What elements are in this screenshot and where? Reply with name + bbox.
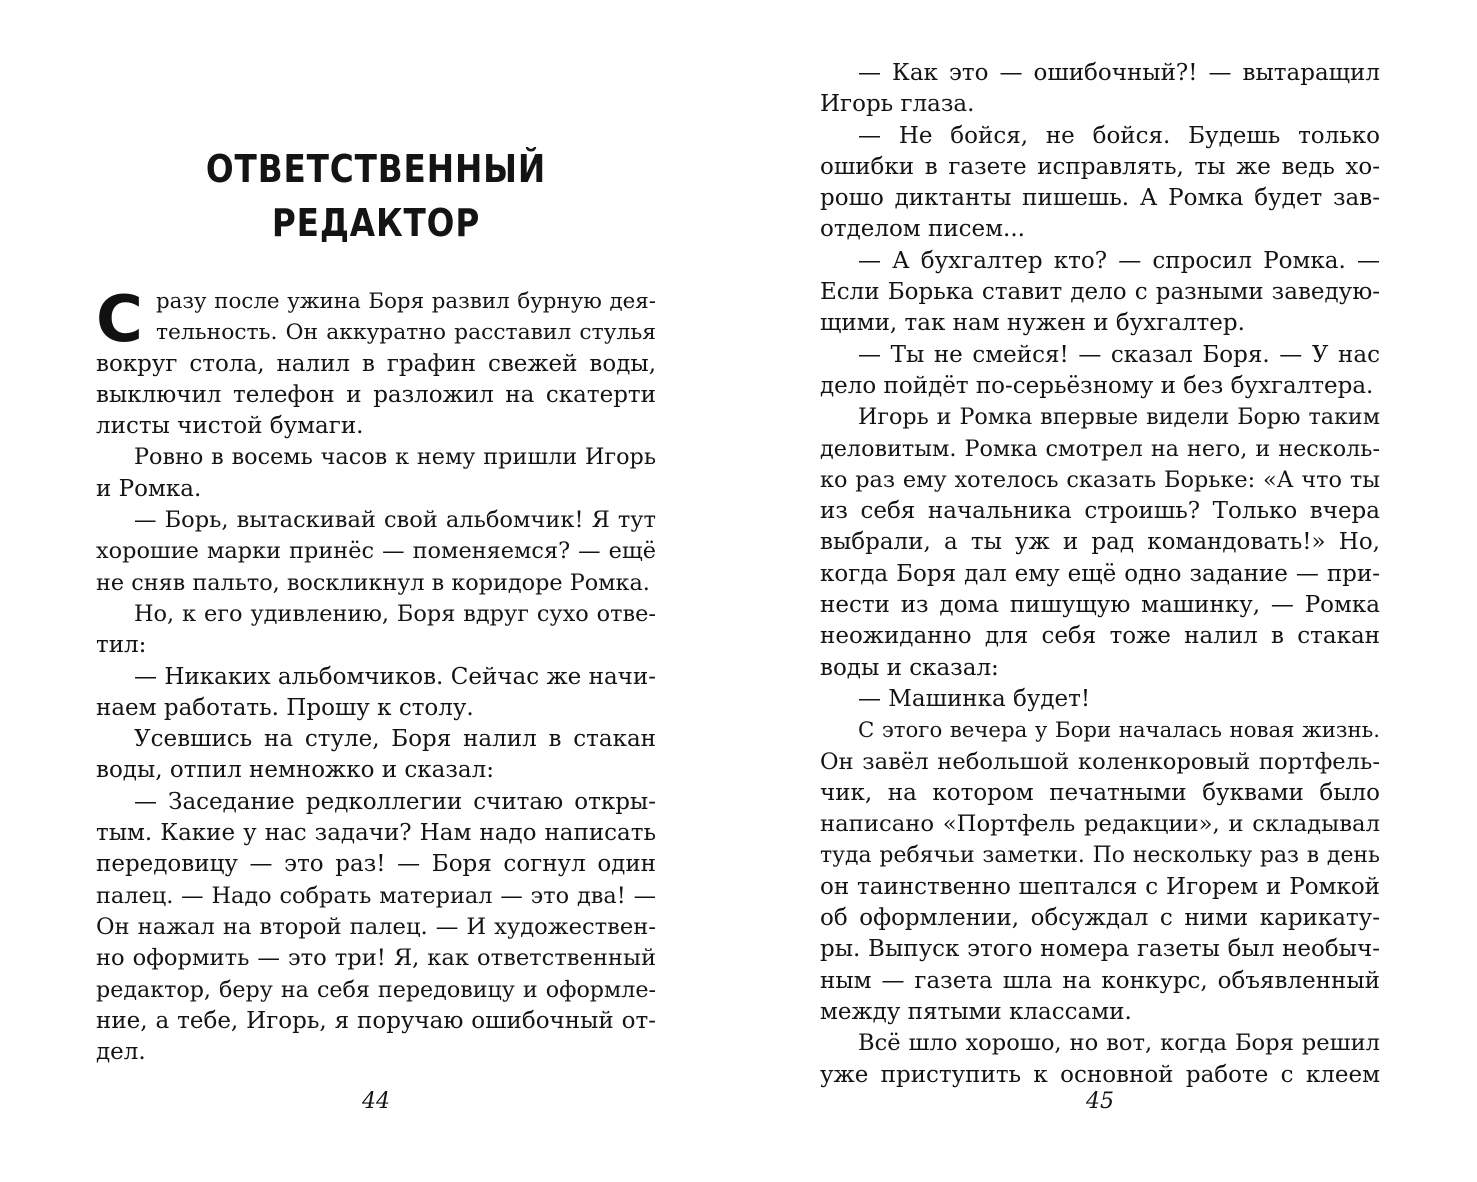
text-line: наем работать. Прошу к столу. <box>96 694 474 721</box>
text-line: ры. Выпуск этого номера газеты был необыч- <box>820 936 1380 963</box>
text-line: листы чистой бумаги. <box>96 413 364 440</box>
text-line: Он завёл небольшой коленкоровый портфель- <box>820 748 1380 775</box>
drop-cap: С <box>96 283 143 357</box>
text-line: хорошие марки принёс — поменяемся? — ещё <box>96 538 656 565</box>
text-line: Игорь и Ромка впервые видели Борю таким <box>858 404 1380 431</box>
text-line: дело пойдёт по-серьёзному и без бухгалтера. <box>820 372 1374 399</box>
text-line: С этого вечера у Бори началась новая жизнь. <box>858 718 1380 744</box>
text-line: нести из дома пишущую машинку, — Ромка <box>820 592 1380 619</box>
text-line: из себя начальника строишь? Только вчера <box>820 498 1380 525</box>
text-line: туда ребячьи заметки. По нескольку раз в день <box>820 843 1380 869</box>
text-line: передовицу — это раз! — Боря согнул один <box>96 851 656 878</box>
chapter-title-line-1: ОТВЕТСТВЕННЫЙ <box>205 147 547 191</box>
text-line: вокруг стола, налил в графин свежей воды, <box>96 350 656 377</box>
text-line: он таинственно шептался с Игорем и Ромкой <box>820 873 1380 900</box>
text-line: — Не бойся, не бойся. Будешь только <box>858 122 1380 149</box>
text-line: — Борь, вытаскивай свой альбомчик! Я тут <box>134 507 656 534</box>
text-line: редактор, беру на себя передовицу и оформле- <box>96 976 656 1003</box>
text-line: но оформить — это три! Я, как ответственный <box>96 945 656 972</box>
text-line: щими, так нам нужен и бухгалтер. <box>820 310 1245 337</box>
text-line: Ровно в восемь часов к нему пришли Игорь <box>134 444 656 471</box>
text-line: между пятыми классами. <box>820 998 1132 1025</box>
text-line: не сняв пальто, воскликнул в коридоре Ромка. <box>96 569 650 596</box>
text-line: — Ты не смейся! — сказал Боря. — У нас <box>858 341 1380 368</box>
page-number-left: 44 <box>362 1089 390 1114</box>
text-line: — Машинка будет! <box>858 685 1091 712</box>
text-line: — Никаких альбомчиков. Сейчас же начи- <box>134 663 656 690</box>
text-line: ным — газета шла на конкурс, объявленный <box>820 967 1380 994</box>
text-line: ко раз ему хотелось сказать Борьке: «А что ты <box>820 466 1380 493</box>
text-line: уже приступить к основной работе с клеем <box>820 1061 1380 1088</box>
text-line: — Заседание редколлегии считаю откры- <box>134 788 656 815</box>
text-line: ошибки в газете исправлять, ты же ведь хо- <box>820 153 1380 180</box>
text-line: деловитым. Ромка смотрел на него, и несколь- <box>820 435 1380 462</box>
text-line: выключил телефон и разложил на скатерти <box>96 381 656 408</box>
page-number-right: 45 <box>1086 1089 1114 1114</box>
text-line: когда Боря дал ему ещё одно задание — при- <box>820 560 1380 587</box>
text-line: тым. Какие у нас задачи? Нам надо написать <box>96 820 656 847</box>
right-page <box>738 0 1477 1182</box>
text-line: об оформлении, обсуждал с ними карикату- <box>820 905 1380 932</box>
left-page <box>0 0 738 1182</box>
text-line: выбрали, а ты уж и рад командовать!» Но, <box>820 529 1380 556</box>
text-line: палец. — Надо собрать материал — это два! — <box>96 882 656 909</box>
text-line: воды, отпил немножко и сказал: <box>96 757 494 784</box>
text-line: написано «Портфель редакции», и складывал <box>820 811 1380 838</box>
chapter-title <box>135 142 617 250</box>
text-line: Усевшись на стуле, Боря налил в стакан <box>134 726 656 753</box>
chapter-title-line-2: РЕДАКТОР <box>271 201 481 245</box>
text-line: Но, к его удивлению, Боря вдруг сухо отве- <box>134 600 656 627</box>
text-line: ние, а тебе, Игорь, я поручаю ошибочный от- <box>96 1007 656 1034</box>
text-line: и Ромка. <box>96 475 202 502</box>
text-line: Если Борька ставит дело с разными заведую- <box>820 279 1380 306</box>
text-line: рошо диктанты пишешь. А Ромка будет зав- <box>820 185 1380 212</box>
text-line: тил: <box>96 632 147 659</box>
text-line: разу после ужина Боря развил бурную дея- <box>156 289 656 314</box>
text-line: Всё шло хорошо, но вот, когда Боря решил <box>858 1030 1380 1057</box>
text-line: отделом писем... <box>820 216 1025 243</box>
text-line: — А бухгалтер кто? — спросил Ромка. — <box>858 247 1380 274</box>
text-line: тельность. Он аккуратно расставил стулья <box>156 320 656 346</box>
text-line: Он нажал на второй палец. — И художествен- <box>96 913 656 940</box>
text-line: воды и сказал: <box>820 654 999 681</box>
text-line: дел. <box>96 1039 146 1066</box>
right-text-column <box>820 58 1380 1091</box>
text-line: чик, на котором печатными буквами было <box>820 779 1380 806</box>
text-line: — Как это — ошибочный?! — вытаращил <box>858 60 1380 86</box>
text-line: неожиданно для себя тоже налил в стакан <box>820 623 1380 650</box>
text-line: Игорь глаза. <box>820 91 975 118</box>
left-text-column <box>96 283 656 1068</box>
